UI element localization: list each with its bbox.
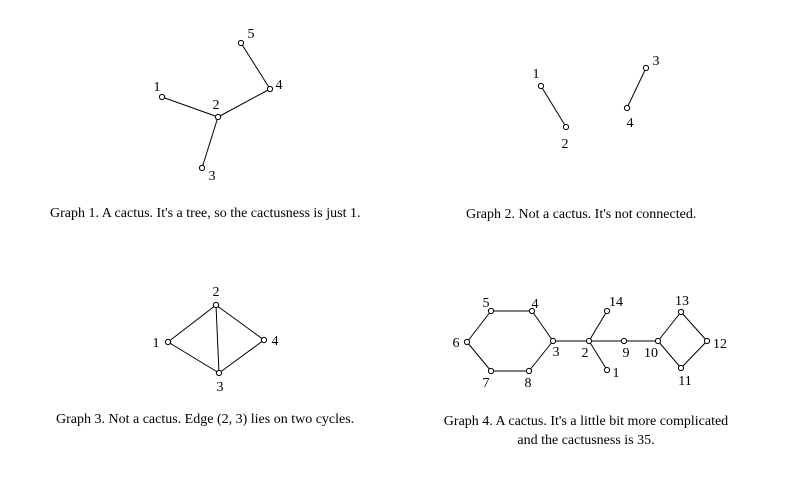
vertex-label-3: 3 xyxy=(652,54,660,69)
vertex-9 xyxy=(621,338,626,343)
vertex-label-2: 2 xyxy=(212,285,220,300)
vertex-label-2: 2 xyxy=(561,137,569,152)
vertex-label-14: 14 xyxy=(609,295,623,310)
vertex-1 xyxy=(159,94,164,99)
vertex-label-10: 10 xyxy=(644,346,658,361)
vertex-label-4: 4 xyxy=(275,78,283,93)
vertex-label-5: 5 xyxy=(247,27,255,42)
vertex-1 xyxy=(165,339,170,344)
vertex-label-13: 13 xyxy=(675,294,689,309)
vertex-3 xyxy=(550,338,555,343)
vertex-1 xyxy=(538,83,543,88)
vertex-label-6: 6 xyxy=(452,336,460,351)
vertex-3 xyxy=(199,165,204,170)
vertex-3 xyxy=(643,65,648,70)
graph-4-caption xyxy=(424,412,748,450)
vertex-label-1: 1 xyxy=(532,67,540,82)
graph-4-diagram xyxy=(453,294,728,391)
vertex-2 xyxy=(586,338,591,343)
vertex-11 xyxy=(678,365,683,370)
vertex-5 xyxy=(238,40,243,45)
vertex-10 xyxy=(655,338,660,343)
edge-12-11 xyxy=(681,341,707,368)
edge-2-14 xyxy=(589,311,607,341)
vertex-12 xyxy=(704,338,709,343)
edge-4-5 xyxy=(241,43,270,89)
vertex-label-11: 11 xyxy=(678,374,692,389)
vertex-6 xyxy=(464,339,469,344)
edge-5-6 xyxy=(467,311,491,342)
vertex-4 xyxy=(261,337,266,342)
vertex-label-8: 8 xyxy=(524,376,532,391)
vertex-3 xyxy=(216,370,221,375)
graph-4-caption-line-1: Graph 4. A cactus. It's a little bit more complicated xyxy=(443,414,729,429)
graph-3-diagram xyxy=(153,285,279,395)
edge-8-3 xyxy=(529,341,553,371)
edge-2-4 xyxy=(216,305,264,340)
graph-3-caption: Graph 3. Not a cactus. Edge (2, 3) lies on two cycles. xyxy=(56,412,355,427)
edge-2-4 xyxy=(218,89,270,117)
edge-13-12 xyxy=(681,312,707,341)
graph-2-caption: Graph 2. Not a cactus. It's not connected. xyxy=(466,207,697,222)
vertex-2 xyxy=(563,124,568,129)
edge-6-7 xyxy=(467,342,491,371)
vertex-label-4: 4 xyxy=(626,116,634,131)
edge-2-1 xyxy=(589,341,607,370)
vertex-8 xyxy=(526,368,531,373)
vertex-label-3: 3 xyxy=(208,169,216,184)
edge-1-3 xyxy=(168,342,219,373)
vertex-4 xyxy=(624,105,629,110)
vertex-1 xyxy=(604,367,609,372)
vertex-13 xyxy=(678,309,683,314)
vertex-label-1: 1 xyxy=(152,336,160,351)
graph-2-diagram xyxy=(533,54,660,152)
edge-2-3 xyxy=(202,117,218,168)
vertex-label-3: 3 xyxy=(552,345,560,360)
vertex-label-9: 9 xyxy=(622,346,630,361)
vertex-label-4: 4 xyxy=(531,297,539,312)
vertex-label-1: 1 xyxy=(612,366,620,381)
vertex-7 xyxy=(488,368,493,373)
vertex-label-12: 12 xyxy=(713,337,727,352)
vertex-label-1: 1 xyxy=(153,80,161,95)
edge-3-4 xyxy=(532,311,553,341)
edge-2-3 xyxy=(216,305,219,373)
edge-1-2 xyxy=(541,86,566,127)
vertex-4 xyxy=(267,86,272,91)
edge-11-10 xyxy=(658,341,681,368)
vertex-label-7: 7 xyxy=(482,376,490,391)
edge-1-2 xyxy=(162,97,218,117)
edge-10-13 xyxy=(658,312,681,341)
edge-1-2 xyxy=(168,305,216,342)
edge-3-4 xyxy=(627,68,646,108)
graph-1-caption: Graph 1. A cactus. It's a tree, so the cactusness is just 1. xyxy=(50,206,361,221)
vertex-label-4: 4 xyxy=(271,334,279,349)
vertex-label-5: 5 xyxy=(482,296,490,311)
vertex-label-3: 3 xyxy=(216,380,224,395)
vertex-2 xyxy=(213,302,218,307)
vertex-2 xyxy=(215,114,220,119)
vertex-label-2: 2 xyxy=(212,98,220,113)
graph-4-caption-line-2: and the cactusness is 35. xyxy=(517,433,655,448)
vertex-label-2: 2 xyxy=(581,346,589,361)
edge-3-4 xyxy=(219,340,264,373)
graph-1-diagram xyxy=(154,27,283,184)
